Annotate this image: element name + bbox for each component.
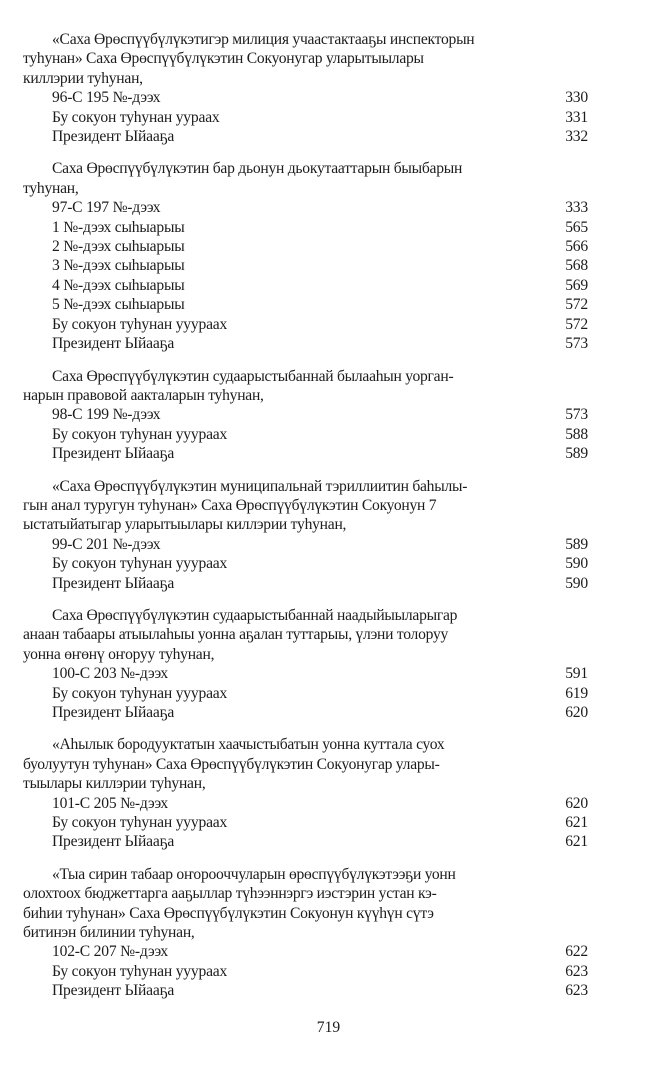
entry-label: 1 №-дээх сыһыарыы: [52, 218, 185, 236]
section-title-line: анаан табаары атыылаһыы уонна аҕалан туттарыы, үлэни толоруу: [23, 626, 449, 644]
section-title-line: Саха Өрөспүүбүлүкэтин судаарыстыбаннай былааһын уорган-: [52, 367, 454, 385]
entry-label: 97-С 197 №-дээх: [52, 199, 161, 217]
toc-entry: [23, 684, 588, 703]
entry-page-number: 572: [565, 315, 588, 333]
entry-page-number: 590: [565, 574, 588, 592]
entry-page-number: 590: [565, 555, 588, 573]
toc-section: [23, 477, 588, 593]
entry-page-number: 622: [565, 943, 588, 961]
entry-page-number: 591: [565, 665, 588, 683]
section-title-line: Саха Өрөспүүбүлүкэтин судаарыстыбаннай наадыйыыларыгар: [52, 606, 458, 624]
toc-entry: [23, 315, 588, 334]
section-title-line: туһунан,: [23, 179, 79, 197]
entry-label: Президент Ыйааҕа: [52, 335, 175, 353]
toc-entry: [23, 832, 588, 851]
entry-label: Президент Ыйааҕа: [52, 445, 175, 463]
toc-entry: [23, 444, 588, 463]
entry-label: Президент Ыйааҕа: [52, 574, 175, 592]
toc-entry: [23, 703, 588, 722]
section-title-line: олохтоох бюджеттарга ааҕыллар түһээннэргэ иэстэрин устан кэ-: [23, 885, 437, 903]
section-title-line: биһии туһунан» Саха Өрөспүүбүлүкэтин Сокуонун күүһүн сүтэ: [23, 904, 434, 922]
section-title-line: киллэрии туһунан,: [23, 69, 143, 87]
entry-page-number: 620: [565, 794, 588, 812]
toc-entry: [23, 256, 588, 275]
section-title-line: Саха Өрөспүүбүлүкэтин бар дьонун дьокутааттарын быыбарын: [52, 160, 463, 178]
entry-label: 99-С 201 №-дээх: [52, 535, 161, 553]
toc-entry: [23, 813, 588, 832]
entry-label: 98-С 199 №-дээх: [52, 406, 161, 424]
section-title-line: «Тыа сирин табаар оҥорооччуларын өрөспүүбүлүкэтээҕи уонн: [52, 865, 456, 883]
section-title-line: «Саха Өрөспүүбүлүкэтин муниципальнай тэриллиитин баһылы-: [52, 477, 468, 495]
toc-entry: [23, 574, 588, 593]
entry-label: 2 №-дээх сыһыарыы: [52, 238, 185, 256]
toc-entry: [23, 405, 588, 424]
entry-label: 96-С 195 №-дээх: [52, 89, 161, 107]
section-title-line: уонна өҥөнү оҥоруу туһунан,: [23, 645, 215, 663]
toc-entry: [23, 198, 588, 217]
section-title-line: гын анал туругун туһунан» Саха Өрөспүүбүлүкэтин Сокуонун 7: [23, 496, 437, 514]
entry-label: 4 №-дээх сыһыарыы: [52, 276, 185, 294]
entry-page-number: 589: [565, 445, 588, 463]
toc-entry: [23, 127, 588, 146]
section-title-line: ыстатыйатыгар уларытыылары киллэрии туһунан,: [23, 516, 347, 534]
page-number: 719: [316, 1019, 341, 1036]
section-title-line: нарын правовой аакталарын туһунан,: [23, 386, 264, 404]
entry-label: Бу сокуон туһунан ууураах: [52, 684, 228, 702]
toc-entry: [23, 962, 588, 981]
section-title-line: буолуутун туһунан» Саха Өрөспүүбүлүкэтин Сокуонугар улары-: [23, 755, 440, 773]
toc-entry: [23, 981, 588, 1000]
entry-page-number: 573: [565, 335, 588, 353]
entry-label: Бу сокуон туһунан уураах: [52, 108, 220, 126]
entry-label: 100-С 203 №-дээх: [52, 665, 168, 683]
entry-label: 102-С 207 №-дээх: [52, 943, 168, 961]
entry-page-number: 572: [565, 296, 588, 314]
entry-label: 5 №-дээх сыһыарыы: [52, 296, 185, 314]
toc-entry: [23, 295, 588, 314]
entry-page-number: 333: [565, 199, 588, 217]
entry-page-number: 620: [565, 704, 588, 721]
entry-label: Бу сокуон туһунан ууураах: [52, 814, 228, 832]
toc-section: [23, 159, 588, 353]
entry-page-number: 568: [565, 257, 588, 275]
section-title-line: туһунан» Саха Өрөспүүбүлүкэтин Сокуонугар уларытыылары: [23, 50, 424, 68]
toc-entry: [23, 88, 588, 107]
entry-page-number: 623: [565, 962, 588, 980]
entry-label: Президент Ыйааҕа: [52, 128, 175, 146]
toc-entry: [23, 535, 588, 554]
entry-label: Бу сокуон туһунан ууураах: [52, 555, 228, 573]
section-title-line: тыылары киллэрии туһунан,: [23, 775, 206, 793]
toc-entry: [23, 218, 588, 237]
toc-entry: [23, 794, 588, 813]
entry-label: 3 №-дээх сыһыарыы: [52, 257, 185, 275]
toc-entry: [23, 664, 588, 683]
toc-section: [23, 735, 588, 851]
entry-label: Бу сокуон туһунан ууураах: [52, 315, 228, 333]
toc-entry: [23, 425, 588, 444]
entry-label: Президент Ыйааҕа: [52, 704, 175, 721]
section-title-line: «Саха Өрөспүүбүлүкэтигэр милиция учаастактааҕы инспекторын: [52, 31, 475, 48]
entry-page-number: 619: [565, 684, 588, 702]
toc-entry: [23, 237, 588, 256]
entry-label: 101-С 205 №-дээх: [52, 794, 168, 812]
entry-page-number: 569: [565, 276, 588, 294]
entry-page-number: 588: [565, 425, 588, 443]
toc-section: [23, 865, 588, 1001]
toc-entry: [23, 942, 588, 961]
toc-entry: [23, 108, 588, 127]
entry-page-number: 566: [565, 238, 588, 256]
entry-page-number: 621: [565, 814, 588, 832]
entry-label: Президент Ыйааҕа: [52, 833, 175, 851]
toc-entry: [23, 334, 588, 353]
toc-entry: [23, 276, 588, 295]
entry-label: Бу сокуон туһунан ууураах: [52, 962, 228, 980]
entry-page-number: 589: [565, 535, 588, 553]
toc-section: [23, 606, 588, 722]
entry-page-number: 332: [565, 128, 588, 146]
entry-page-number: 573: [565, 406, 588, 424]
entry-label: Президент Ыйааҕа: [52, 982, 175, 1000]
section-title-line: битинэн билинии туһунан,: [23, 924, 195, 942]
toc-section: [23, 367, 588, 464]
entry-page-number: 330: [565, 89, 588, 107]
entry-page-number: 565: [565, 218, 588, 236]
entry-page-number: 621: [565, 833, 588, 851]
entry-label: Бу сокуон туһунан ууураах: [52, 425, 228, 443]
entry-page-number: 623: [565, 982, 588, 1000]
entry-page-number: 331: [565, 108, 588, 126]
section-title-line: «Аһылык бородууктатын хаачыстыбатын уонна куттала суох: [52, 736, 445, 754]
table-of-contents: [23, 30, 588, 1014]
toc-entry: [23, 554, 588, 573]
toc-section: [23, 30, 588, 146]
